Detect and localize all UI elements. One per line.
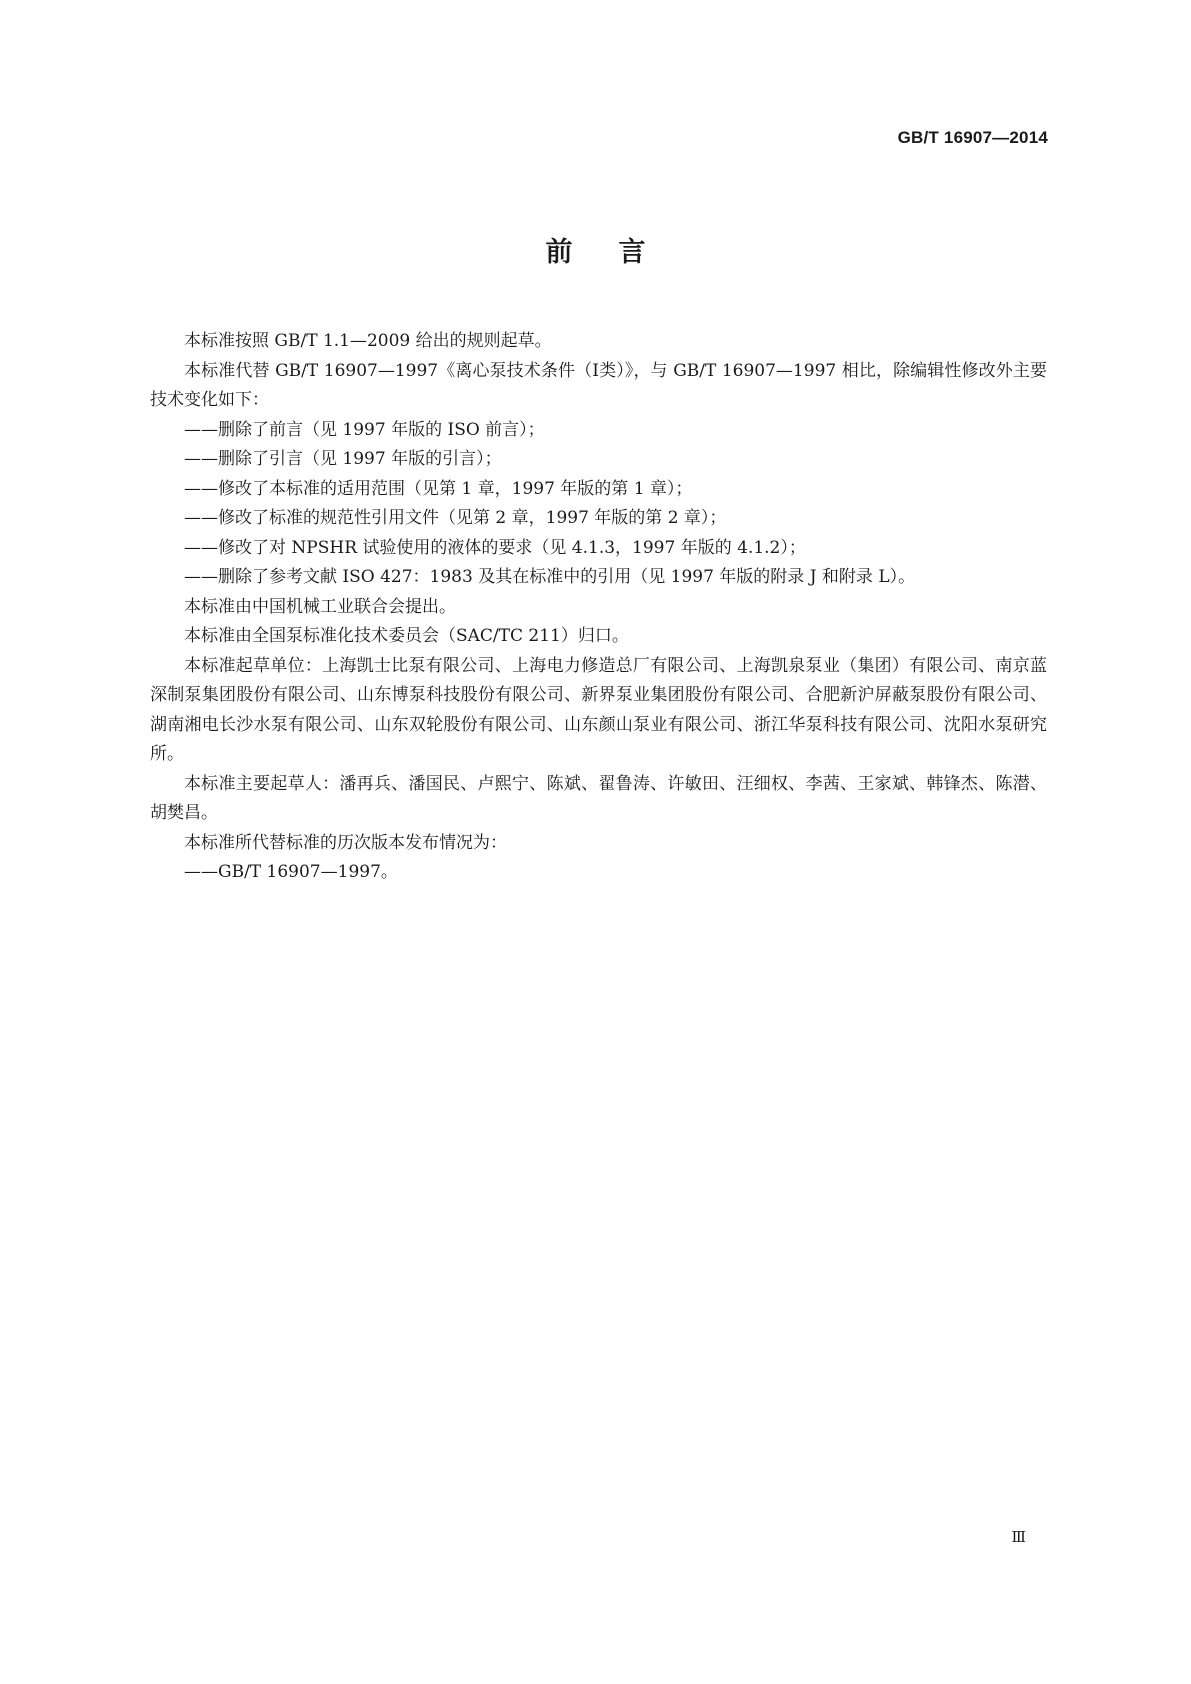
change-item: ——修改了对 NPSHR 试验使用的液体的要求（见 4.1.3，1997 年版的 4.1.2）； xyxy=(184,537,806,558)
drafting-units-paragraph: 本标准起草单位：上海凯士比泵有限公司、上海电力修造总厂有限公司、上海凯泉泵业（集团）有限公司、南京蓝深制泵集团股份有限公司、山东博泵科技股份有限公司、新界泵业集团股份有限公司、合肥新沪屏蔽泵股份有限公司、湖南湘电长沙水泵有限公司、山东双轮股份有限公司、山东颜山泵业有限公司、浙江华泵科技有限公司、沈阳水泵研究所。 xyxy=(150,655,1047,764)
drafting-rules-paragraph: 本标准按照 GB/T 1.1—2009 给出的规则起草。 xyxy=(184,331,552,351)
drafters-paragraph: 本标准主要起草人：潘再兵、潘国民、卢熙宁、陈斌、翟鲁涛、许敏田、汪细权、李茜、王家斌、韩锋杰、陈潜、胡樊昌。 xyxy=(150,773,1047,823)
change-item: ——修改了本标准的适用范围（见第 1 章，1997 年版的第 1 章）； xyxy=(184,478,693,499)
replacement-paragraph: 本标准代替 GB/T 16907—1997《离心泵技术条件（Ⅰ类）》，与 GB/T 16907—1997 相比，除编辑性修改外主要技术变化如下： xyxy=(150,360,1047,410)
page-title: 前言 xyxy=(545,237,692,268)
standard-number: GB/T 16907—2014 xyxy=(897,128,1048,147)
change-item: ——删除了参考文献 ISO 427：1983 及其在标准中的引用（见 1997 年版的附录 J 和附录 L）。 xyxy=(184,567,916,587)
foreword-body xyxy=(150,327,1047,888)
history-item: ——GB/T 16907—1997。 xyxy=(184,862,398,882)
change-item: ——删除了引言（见 1997 年版的引言）； xyxy=(184,449,502,469)
page-number: Ⅲ xyxy=(1011,1528,1026,1546)
change-item: ——删除了前言（见 1997 年版的 ISO 前言）； xyxy=(184,419,545,440)
proposer-paragraph: 本标准由中国机械工业联合会提出。 xyxy=(184,596,456,617)
centralized-paragraph: 本标准由全国泵标准化技术委员会（SAC/TC 211）归口。 xyxy=(184,626,629,646)
change-item: ——修改了标准的规范性引用文件（见第 2 章，1997 年版的第 2 章）； xyxy=(184,508,727,528)
history-intro-paragraph: 本标准所代替标准的历次版本发布情况为： xyxy=(184,832,507,853)
